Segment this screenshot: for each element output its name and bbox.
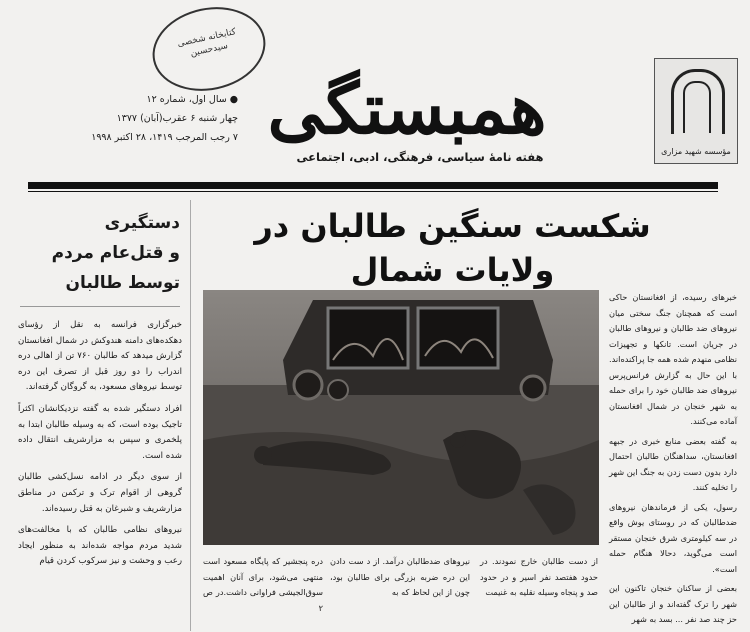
paragraph: خبرگزاری فرانسه به نقل از رؤسای دهکده‌های دامنه هندوکش در شمال افغانستان گزارش میدهد که طالبان ۷۶۰ تن از اهالی دره اندراب را دو روز قبل از تصرف این دره توسط نیروهای مسعود، به گروگان گرفته‌اند. — [18, 320, 182, 393]
paragraph: افراد دستگیر شده به گفته نزدیکانشان اکثراً تاجیک بوده است، که به وسیله طالبان ابتدا به پلخمری و سپس به مزارشریف انتقال داده شده است. — [18, 403, 182, 461]
masthead-rule-thin — [28, 191, 718, 192]
main-article-column-1: از دست طالبان خارج نمودند. در حدود هفتصد نفر اسیر و در حدود صد و پنجاه وسیله نقلیه به غنیمت — [480, 556, 598, 597]
side-title-line: توسط طالبان — [65, 273, 180, 293]
side-title-line: و قتل‌عام مردم — [51, 243, 180, 263]
logo-caption: مؤسسه شهید مزاری — [661, 147, 731, 156]
column-divider — [190, 200, 191, 631]
newspaper-subtitle: هفته نامهٔ سیاسی، فرهنگی، ادبی، اجتماعی — [296, 150, 544, 164]
masthead-rule — [28, 182, 718, 189]
war-wreckage-photo — [203, 290, 599, 545]
main-article-column-3: دره پنجشیر که پایگاه مسعود است منتهی می‌شود، برای آنان اهمیت سوق‌الجیشی فراوانی داشت.در ص ۲ — [203, 556, 323, 613]
issue-date-hijri-gregorian: ۷ رجب المرجب ۱۴۱۹، ۲۸ اکتبر ۱۹۹۸ — [91, 132, 238, 143]
main-headline: شکست سنگین طالبان در ولایات شمال — [254, 207, 651, 289]
issue-info — [88, 90, 238, 147]
main-article-right-column — [609, 290, 737, 632]
side-title-line: دستگیری — [104, 213, 180, 233]
paragraph: نیروهای نظامی طالبان که با مخالفت‌های شدید مردم مواجه شده‌اند به منظور ایجاد رعب و وحشت و نیز سرکوب کردن قیام — [18, 525, 182, 567]
paragraph: بعضی از ساکنان خنجان تاکنون این شهر را ترک گفته‌اند و از طالبان این حز چند صد نفر ... بسد به شهر — [609, 583, 737, 624]
side-article-body — [18, 318, 182, 576]
main-article-column-2: نیروهای ضدطالبان درآمد. از د ست دادن این دره ضربه بزرگی برای طالبان بود، چون از این لحاظ که به — [330, 556, 470, 597]
paragraph: از سوی دیگر در ادامه نسل‌کشی طالبان گروهی از اقوام ترک و ترکمن در مناطق مزارشریف و شبرغان به قتل رسیده‌اند. — [18, 472, 182, 514]
news-photo — [203, 290, 599, 545]
side-article-title — [20, 208, 180, 298]
issue-date-shamsi: چهار شنبه ۶ عقرب(آبان) ۱۳۷۷ — [116, 113, 238, 124]
paragraph: خبرهای رسیده، از افغانستان حاکی است که همچنان جنگ سختی میان نیروهای ضد طالبان و نیروهای طالبان در جریان است. تانکها و تجهیزات نظامی منهدم شده همه جا پراکنده‌اند. با این حال به گزارش فرانس‌پرس نیروهای ضد طالبان خود را برای حمله به شهر خنجان در شمال افغانستان آماده می‌کنند. — [609, 292, 737, 426]
paragraph: به گفته بعضی منابع خبری در جبهه افغانستان، سداهنگان طالبان احتمال دارد بدون دست زدن به جنگ این شهر را تخلیه کنند. — [609, 435, 737, 492]
divider — [20, 306, 180, 307]
newspaper-nameplate: همبستگی — [267, 67, 547, 150]
paragraph: رسول، یکی از فرماندهان نیروهای ضدطالبان که در روستای یوش واقع در سه کیلومتری شرق خنجان مستقر است می‌گوید، دحالا هنگام حمله است». — [609, 501, 737, 574]
stamp-text: کتابخانه شخصی سیدحسین — [176, 27, 237, 59]
organization-logo — [654, 58, 738, 164]
issue-number: ● سال اول، شماره ۱۲ — [146, 94, 238, 105]
